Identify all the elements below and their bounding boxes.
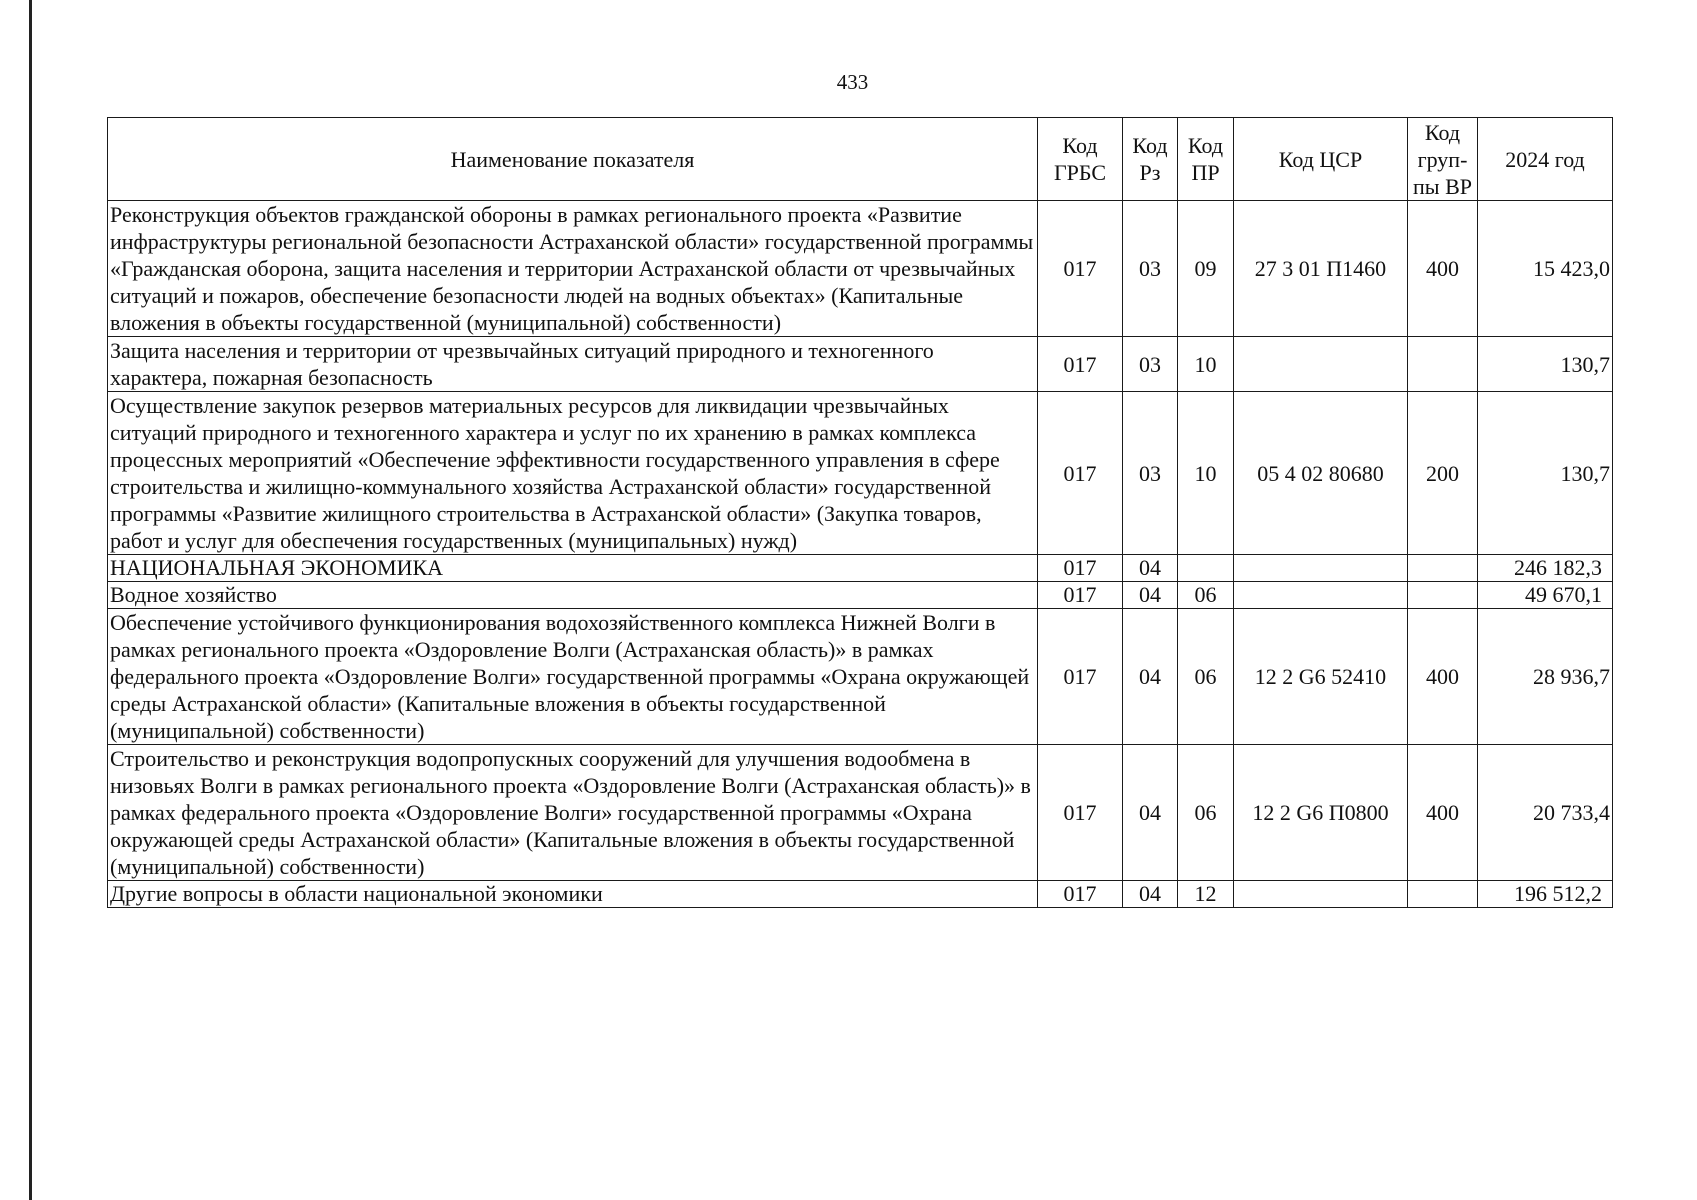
row-amount: 15 423,0 (1478, 201, 1613, 337)
row-pr (1178, 555, 1234, 582)
row-grbs: 017 (1038, 392, 1123, 555)
row-grbs: 017 (1038, 745, 1123, 881)
table-header-row (108, 118, 1613, 201)
row-rz: 04 (1123, 555, 1178, 582)
row-csr (1234, 881, 1408, 908)
table-row (108, 337, 1613, 392)
row-amount: 246 182,3 (1478, 555, 1613, 582)
row-name: Строительство и реконструкция водопропускных сооружений для улучшения водообмена в низовьях Волги в рамках регионального проекта «Оздоровление Волги (Астраханская область)» в рамках федерального проекта «Оздоровление Волги» государственной программы «Охрана окружающей среды Астраханской области» (Капитальные вложения в объекты государственной (муниципальной) собственности) (108, 745, 1038, 881)
row-csr: 12 2 G6 52410 (1234, 609, 1408, 745)
table-row (108, 555, 1613, 582)
header-csr: Код ЦСР (1234, 118, 1408, 201)
row-csr (1234, 582, 1408, 609)
row-name: Осуществление закупок резервов материальных ресурсов для ликвидации чрезвычайных ситуаций природного и техногенного характера и услуг по их хранению в рамках комплекса процессных мероприятий «Обеспечение эффективности государственного управления в сфере строительства и жилищно-коммунального хозяйства Астраханской области» государственной программы «Развитие жилищного строительства в Астраханской области» (Закупка товаров, работ и услуг для обеспечения государственных (муниципальных) нужд) (108, 392, 1038, 555)
row-vr: 400 (1408, 201, 1478, 337)
header-rz (1123, 118, 1178, 201)
header-vr-line3: пы ВР (1413, 173, 1472, 199)
table-row (108, 201, 1613, 337)
row-csr: 12 2 G6 П0800 (1234, 745, 1408, 881)
row-amount: 130,7 (1478, 337, 1613, 392)
table-row (108, 881, 1613, 908)
header-vr-line1: Код (1424, 119, 1461, 145)
row-rz: 04 (1123, 582, 1178, 609)
row-vr (1408, 337, 1478, 392)
row-name: Реконструкция объектов гражданской обороны в рамках регионального проекта «Развитие инфраструктуры региональной безопасности Астраханской области» государственной программы «Гражданская оборона, защита населения и территории Астраханской области от чрезвычайных ситуаций и пожаров, обеспечение безопасности людей на водных объектах» (Капитальные вложения в объекты государственной (муниципальной) собственности) (108, 201, 1038, 337)
row-name: Водное хозяйство (108, 582, 1038, 609)
row-csr: 05 4 02 80680 (1234, 392, 1408, 555)
row-pr: 06 (1178, 582, 1234, 609)
row-rz: 03 (1123, 392, 1178, 555)
header-pr-line2: ПР (1191, 160, 1220, 185)
row-rz: 04 (1123, 881, 1178, 908)
row-csr: 27 3 01 П1460 (1234, 201, 1408, 337)
row-vr (1408, 582, 1478, 609)
row-pr: 09 (1178, 201, 1234, 337)
row-csr (1234, 555, 1408, 582)
header-grbs (1038, 118, 1123, 201)
row-vr: 200 (1408, 392, 1478, 555)
header-pr-line1: Код (1187, 133, 1224, 158)
row-pr: 10 (1178, 337, 1234, 392)
row-pr: 12 (1178, 881, 1234, 908)
header-rz-line1: Код (1132, 133, 1168, 158)
row-pr: 06 (1178, 745, 1234, 881)
budget-table (107, 117, 1613, 908)
row-vr (1408, 881, 1478, 908)
header-grbs-line1: Код (1062, 133, 1098, 158)
row-pr: 06 (1178, 609, 1234, 745)
row-grbs: 017 (1038, 201, 1123, 337)
row-grbs: 017 (1038, 337, 1123, 392)
header-pr (1178, 118, 1234, 201)
row-rz: 04 (1123, 609, 1178, 745)
row-grbs: 017 (1038, 609, 1123, 745)
table-row (108, 609, 1613, 745)
row-vr: 400 (1408, 745, 1478, 881)
row-name: Другие вопросы в области национальной экономики (108, 881, 1038, 908)
row-csr (1234, 337, 1408, 392)
row-name: Обеспечение устойчивого функционирования водохозяйственного комплекса Нижней Волги в рамках регионального проекта «Оздоровление Волги (Астраханская область)» в рамках федерального проекта «Оздоровление Волги» государственной программы «Охрана окружающей среды Астраханской области» (Капитальные вложения в объекты государственной (муниципальной) собственности) (108, 609, 1038, 745)
row-amount: 20 733,4 (1478, 745, 1613, 881)
row-name: НАЦИОНАЛЬНАЯ ЭКОНОМИКА (108, 555, 1038, 582)
table-row (108, 392, 1613, 555)
table-row (108, 745, 1613, 881)
row-amount: 130,7 (1478, 392, 1613, 555)
row-amount: 28 936,7 (1478, 609, 1613, 745)
row-grbs: 017 (1038, 582, 1123, 609)
table-row (108, 582, 1613, 609)
header-grbs-line2: ГРБС (1053, 160, 1107, 185)
header-vr-line2: груп- (1417, 146, 1468, 172)
row-rz: 03 (1123, 337, 1178, 392)
row-rz: 04 (1123, 745, 1178, 881)
row-vr (1408, 555, 1478, 582)
header-year: 2024 год (1478, 118, 1613, 201)
row-pr: 10 (1178, 392, 1234, 555)
row-rz: 03 (1123, 201, 1178, 337)
row-grbs: 017 (1038, 555, 1123, 582)
scan-edge-line (29, 0, 32, 1200)
header-vr (1408, 118, 1478, 201)
page-number: 433 (836, 70, 869, 94)
row-name: Защита населения и территории от чрезвычайных ситуаций природного и техногенного характера, пожарная безопасность (108, 337, 1038, 392)
header-rz-line2: Рз (1139, 160, 1161, 185)
row-amount: 49 670,1 (1478, 582, 1613, 609)
row-vr: 400 (1408, 609, 1478, 745)
header-name: Наименование показателя (108, 118, 1038, 201)
row-grbs: 017 (1038, 881, 1123, 908)
row-amount: 196 512,2 (1478, 881, 1613, 908)
